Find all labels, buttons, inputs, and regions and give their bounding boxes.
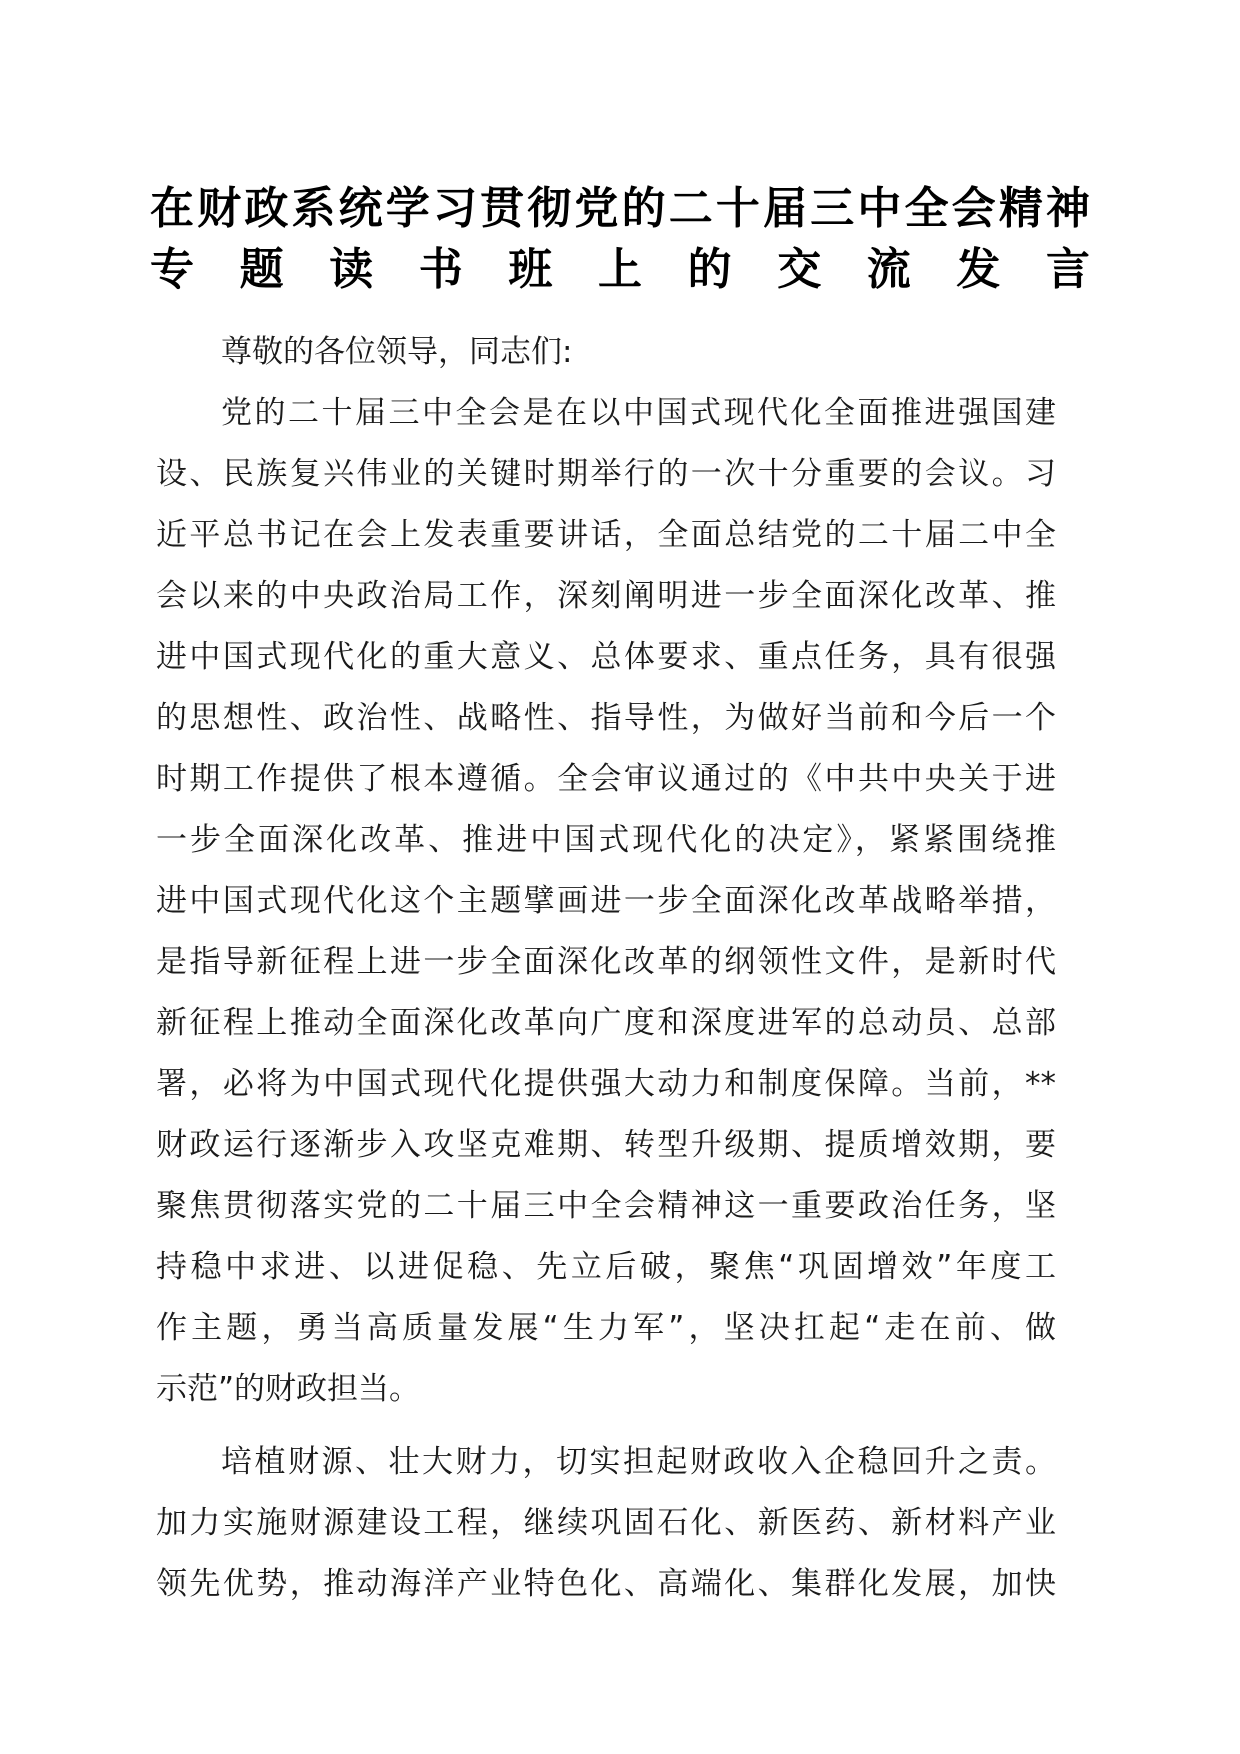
paragraph-line: 是指导新征程上进一步全面深化改革的纲领性文件，是新时代 [156, 944, 1056, 980]
paragraph-line: 加力实施财源建设工程，继续巩固石化、新医药、新材料产业 [156, 1505, 1056, 1541]
paragraph-line: 进中国式现代化的重大意义、总体要求、重点任务，具有很强 [156, 639, 1056, 675]
title-line-2: 专题读书班上的交流发言 [150, 244, 1090, 295]
document-body [156, 322, 1056, 1615]
paragraph-line: 持稳中求进、以进促稳、先立后破，聚焦“巩固增效”年度工 [156, 1249, 1056, 1285]
paragraph-line: 作主题，勇当高质量发展“生力军”，坚决扛起“走在前、做 [156, 1310, 1056, 1346]
document-title [150, 178, 1090, 300]
salutation: 尊敬的各位领导，同志们: [221, 334, 573, 370]
paragraph-line: 新征程上推动全面深化改革向广度和深度进军的总动员、总部 [156, 1005, 1056, 1041]
paragraph-line: 领先优势，推动海洋产业特色化、高端化、集群化发展，加快 [156, 1566, 1056, 1602]
paragraph-line: 署，必将为中国式现代化提供强大动力和制度保障。当前，** [156, 1066, 1056, 1102]
paragraph-line: 财政运行逐渐步入攻坚克难期、转型升级期、提质增效期，要 [156, 1127, 1056, 1163]
paragraph-line: 设、民族复兴伟业的关键时期举行的一次十分重要的会议。习 [156, 456, 1056, 492]
paragraph-line: 近平总书记在会上发表重要讲话，全面总结党的二十届二中全 [156, 517, 1056, 553]
paragraph-line: 培植财源、壮大财力，切实担起财政收入企稳回升之责。 [221, 1444, 1056, 1480]
paragraph-line: 一步全面深化改革、推进中国式现代化的决定》，紧紧围绕推 [156, 822, 1056, 858]
paragraph-line: 党的二十届三中全会是在以中国式现代化全面推进强国建 [221, 395, 1056, 431]
paragraph-line: 时期工作提供了根本遵循。全会审议通过的《中共中央关于进 [156, 761, 1056, 797]
paragraph-2 [156, 1432, 1056, 1615]
paragraph-line: 进中国式现代化这个主题擘画进一步全面深化改革战略举措， [156, 883, 1056, 919]
paragraph-line: 聚焦贯彻落实党的二十届三中全会精神这一重要政治任务，坚 [156, 1188, 1056, 1224]
paragraph-line: 示范”的财政担当。 [156, 1371, 421, 1407]
paragraph-line: 的思想性、政治性、战略性、指导性，为做好当前和今后一个 [156, 700, 1056, 736]
paragraph-1 [156, 383, 1056, 1420]
paragraph-gap [156, 1420, 1056, 1432]
paragraph-line: 会以来的中央政治局工作，深刻阐明进一步全面深化改革、推 [156, 578, 1056, 614]
title-line-1: 在财政系统学习贯彻党的二十届三中全会精神 [150, 183, 1090, 234]
